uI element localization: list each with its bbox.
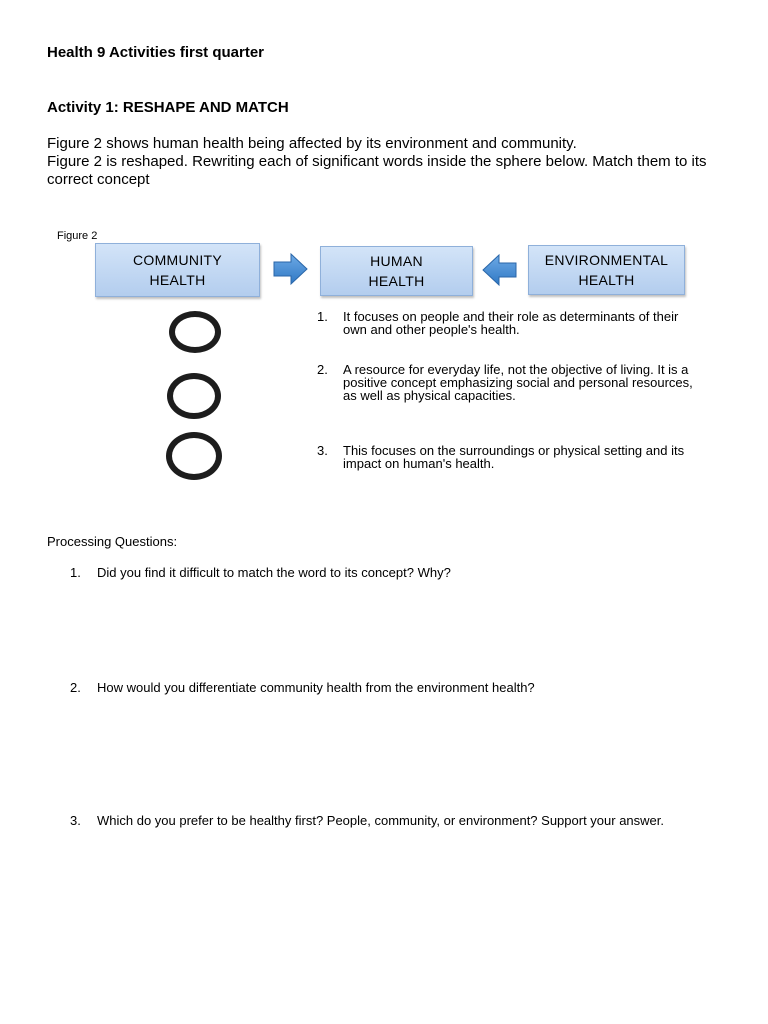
processing-questions-title: Processing Questions: [47, 534, 178, 549]
concept-text: It focuses on people and their role as determinants of their own and other people's health. [343, 309, 679, 337]
answer-circle-3[interactable] [166, 432, 222, 480]
concept-number: 2. [317, 362, 328, 377]
human-health-line-2: HEALTH [368, 273, 425, 289]
question-number: 1. [70, 565, 81, 580]
question-number: 3. [70, 813, 81, 828]
concept-text: This focuses on the surroundings or physical setting and its impact on human's health. [343, 443, 685, 471]
document-title: Health 9 Activities first quarter [47, 44, 265, 61]
arrow-left-icon [481, 253, 517, 287]
question-item [70, 813, 690, 829]
instruction-line-2: Figure 2 is reshaped. Rewriting each of significant words inside the sphere below. Match them to its correct concept [47, 153, 707, 188]
concept-item [317, 444, 697, 470]
instructions [47, 135, 707, 189]
community-health-box [95, 243, 260, 297]
environmental-health-box [528, 245, 685, 295]
concept-number: 3. [317, 443, 328, 458]
activity-title: Activity 1: RESHAPE AND MATCH [47, 99, 289, 116]
question-number: 2. [70, 680, 81, 695]
question-item [70, 680, 690, 696]
concept-item [317, 363, 697, 402]
arrow-right-icon [273, 252, 309, 286]
human-health-box [320, 246, 473, 296]
concept-text: A resource for everyday life, not the objective of living. It is a positive concept emphasizing social and personal resources, as well as physical capacities. [343, 362, 693, 403]
answer-circle-2[interactable] [167, 373, 221, 419]
community-health-line-2: HEALTH [149, 272, 206, 288]
question-item [70, 565, 690, 581]
environmental-health-line-1: ENVIRONMENTAL [544, 252, 669, 268]
answer-circle-1[interactable] [169, 311, 221, 353]
question-text: How would you differentiate community health from the environment health? [97, 680, 535, 695]
human-health-line-1: HUMAN [370, 253, 423, 269]
concept-item [317, 310, 697, 336]
figure-label: Figure 2 [57, 230, 98, 242]
environmental-health-line-2: HEALTH [578, 272, 635, 288]
question-text: Which do you prefer to be healthy first? People, community, or environment? Support your answer. [97, 813, 664, 828]
instruction-line-1: Figure 2 shows human health being affected by its environment and community. [47, 135, 577, 152]
community-health-line-1: COMMUNITY [132, 252, 223, 268]
concept-number: 1. [317, 309, 328, 324]
question-text: Did you find it difficult to match the word to its concept? Why? [97, 565, 451, 580]
